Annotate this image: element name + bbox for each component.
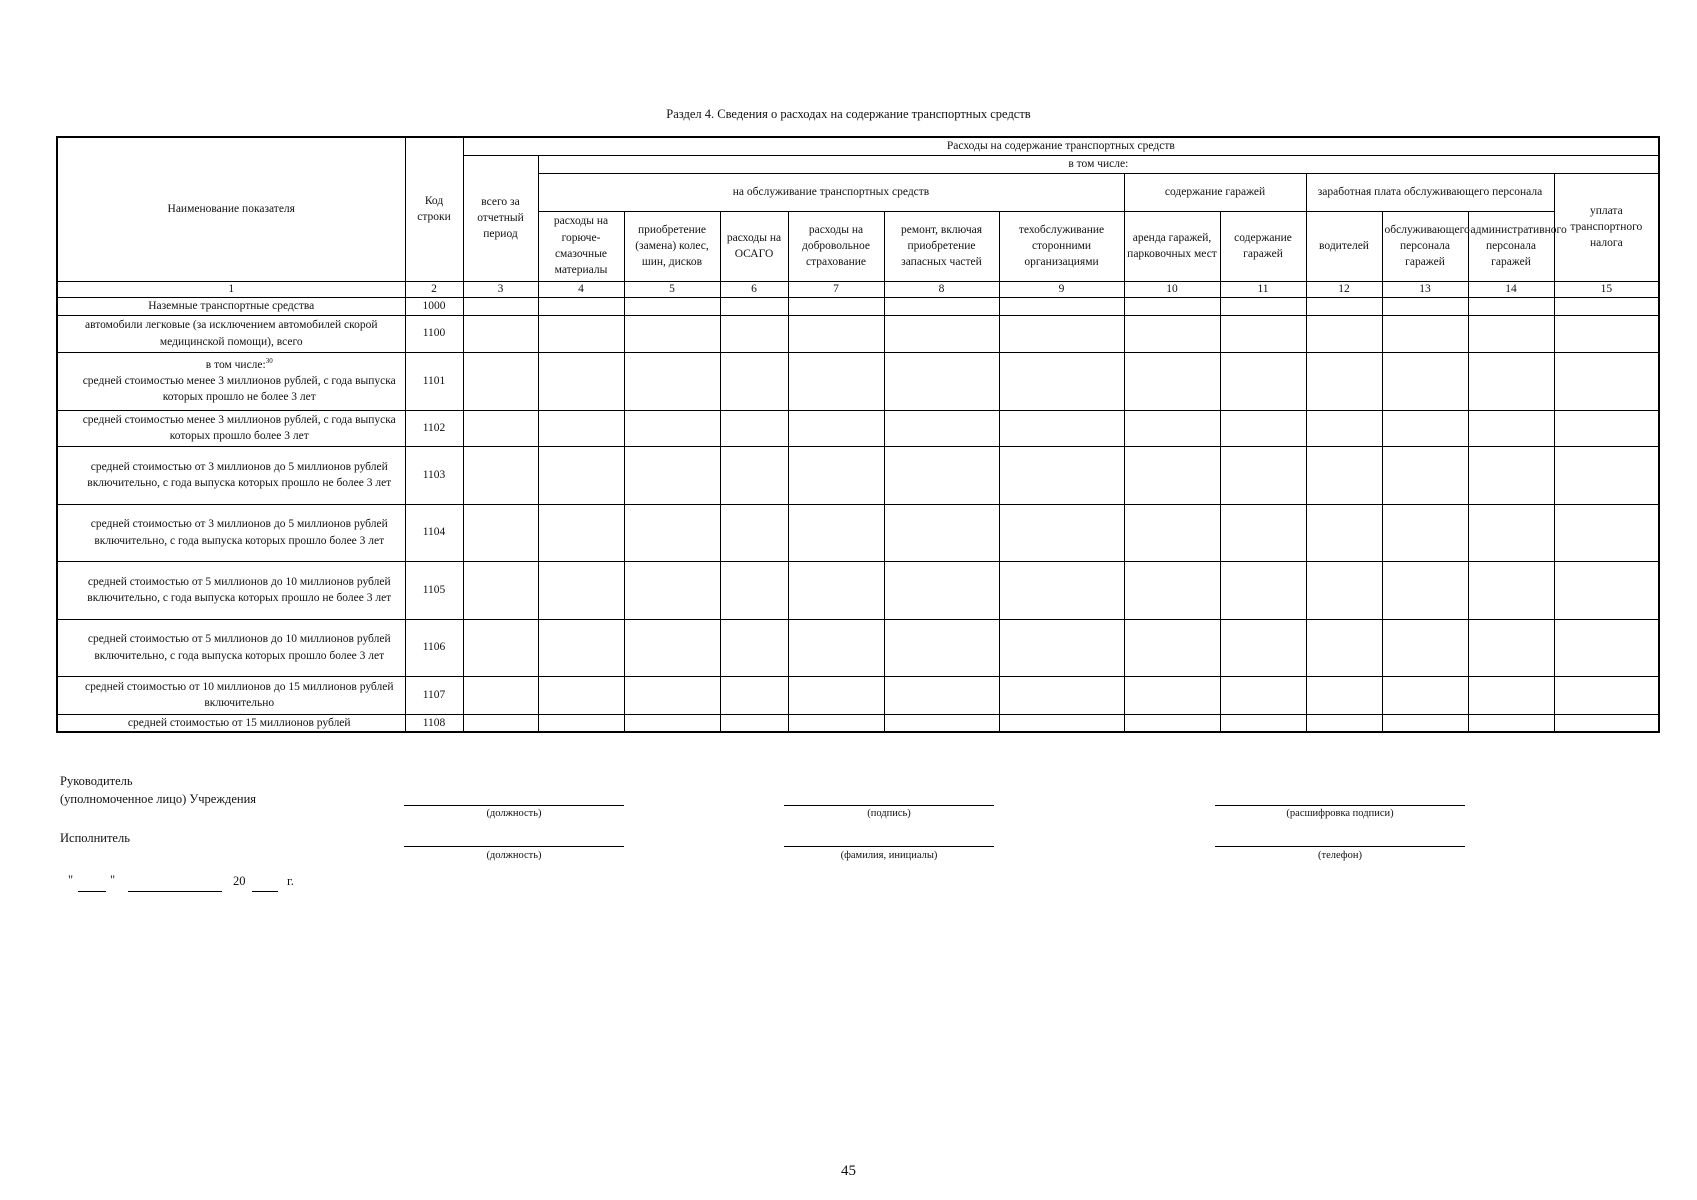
cell-input[interactable] [999, 561, 1124, 619]
cell-input[interactable] [1220, 352, 1306, 410]
row-code: 1100 [405, 315, 463, 352]
cell-input[interactable] [884, 619, 999, 676]
table-row [57, 714, 1659, 732]
cell-input[interactable] [1468, 504, 1554, 561]
table-row [57, 504, 1659, 561]
cell-input[interactable] [1382, 446, 1468, 504]
cell-input[interactable] [1124, 619, 1220, 676]
cell-input[interactable] [624, 619, 720, 676]
cell-input[interactable] [720, 352, 788, 410]
cell-input[interactable] [1554, 315, 1659, 352]
transport-expenses-table [56, 136, 1660, 733]
cell-input[interactable] [1220, 619, 1306, 676]
date-quote-open: " [68, 873, 74, 887]
executor-name-caption: (фамилия, инициалы) [840, 850, 938, 861]
cell-input[interactable] [884, 714, 999, 732]
cell-input[interactable] [1306, 561, 1382, 619]
cell-input[interactable] [1554, 352, 1659, 410]
cell-input[interactable] [788, 561, 884, 619]
cell-input[interactable] [1468, 352, 1554, 410]
executor-phone-caption: (телефон) [1318, 850, 1362, 861]
header-col-8: ремонт, включая приобретение запасных частей [884, 211, 999, 281]
header-total: всего за отчетный период [463, 155, 538, 281]
row-name: средней стоимостью от 5 миллионов до 10 миллионов рублей включительно, с года выпуска которых прошло не более 3 лет [57, 561, 405, 619]
cell-input[interactable] [624, 714, 720, 732]
col-number: 7 [788, 281, 884, 297]
head-label: Руководитель [60, 774, 133, 788]
cell-input[interactable] [538, 352, 624, 410]
table-row [57, 352, 1659, 410]
cell-input[interactable] [1220, 504, 1306, 561]
cell-input[interactable] [463, 619, 538, 676]
cell-input[interactable] [538, 315, 624, 352]
cell-input[interactable] [884, 297, 999, 315]
date-quote-close: " [110, 873, 116, 887]
cell-input[interactable] [463, 446, 538, 504]
cell-input[interactable] [788, 446, 884, 504]
cell-input[interactable] [463, 297, 538, 315]
cell-input[interactable] [538, 446, 624, 504]
table-row [57, 561, 1659, 619]
cell-input[interactable] [1124, 714, 1220, 732]
header-tax: уплата транспортного налога [1554, 173, 1659, 281]
cell-input[interactable] [1306, 315, 1382, 352]
header-col-12: водителей [1306, 211, 1382, 281]
cell-input[interactable] [1220, 297, 1306, 315]
cell-input[interactable] [720, 619, 788, 676]
cell-input[interactable] [720, 410, 788, 446]
cell-input[interactable] [788, 714, 884, 732]
cell-input[interactable] [788, 676, 884, 714]
date-year-suffix: г. [287, 874, 294, 888]
cell-input[interactable] [463, 676, 538, 714]
col-number: 11 [1220, 281, 1306, 297]
head-authorized-label: (уполномоченное лицо) Учреждения [60, 792, 257, 806]
cell-input[interactable] [1382, 619, 1468, 676]
cell-input[interactable] [788, 297, 884, 315]
cell-input[interactable] [1554, 714, 1659, 732]
cell-input[interactable] [1554, 561, 1659, 619]
date-month-line[interactable] [128, 891, 222, 892]
cell-input[interactable] [1306, 446, 1382, 504]
cell-input[interactable] [463, 315, 538, 352]
cell-input[interactable] [1468, 714, 1554, 732]
row-code: 1104 [405, 504, 463, 561]
cell-input[interactable] [884, 561, 999, 619]
cell-input[interactable] [999, 676, 1124, 714]
cell-input[interactable] [999, 352, 1124, 410]
header-col-13: обслуживающего персонала гаражей [1382, 211, 1468, 281]
cell-input[interactable] [1468, 315, 1554, 352]
cell-input[interactable] [999, 297, 1124, 315]
cell-input[interactable] [1382, 410, 1468, 446]
cell-input[interactable] [999, 714, 1124, 732]
executor-name-line[interactable] [784, 846, 994, 847]
cell-input[interactable] [1382, 714, 1468, 732]
row-code: 1107 [405, 676, 463, 714]
cell-input[interactable] [1382, 315, 1468, 352]
cell-input[interactable] [1468, 410, 1554, 446]
cell-input[interactable] [1220, 446, 1306, 504]
cell-input[interactable] [884, 504, 999, 561]
table-row [57, 676, 1659, 714]
cell-input[interactable] [720, 297, 788, 315]
row-name: средней стоимостью менее 3 миллионов рублей, с года выпуска которых прошло более 3 лет [57, 410, 405, 446]
cell-input[interactable] [1124, 297, 1220, 315]
header-col-11: содержание гаражей [1220, 211, 1306, 281]
cell-input[interactable] [538, 297, 624, 315]
cell-input[interactable] [1124, 352, 1220, 410]
cell-input[interactable] [1220, 676, 1306, 714]
cell-input[interactable] [1554, 297, 1659, 315]
cell-input[interactable] [720, 561, 788, 619]
header-salary-group: заработная плата обслуживающего персонала [1306, 173, 1554, 211]
position-line[interactable] [404, 805, 624, 806]
header-service-group: на обслуживание транспортных средств [538, 173, 1124, 211]
cell-input[interactable] [999, 315, 1124, 352]
cell-input[interactable] [1306, 619, 1382, 676]
header-name: Наименование показателя [57, 137, 405, 281]
col-number: 8 [884, 281, 999, 297]
header-code: Код строки [405, 137, 463, 281]
cell-input[interactable] [1554, 504, 1659, 561]
cell-input[interactable] [463, 352, 538, 410]
cell-input[interactable] [624, 410, 720, 446]
header-col-10: аренда гаражей, парковочных мест [1124, 211, 1220, 281]
including-label: в том числе: [205, 358, 266, 371]
header-col-9: техобслуживание сторонними организациями [999, 211, 1124, 281]
cell-input[interactable] [788, 619, 884, 676]
cell-input[interactable] [788, 504, 884, 561]
cell-input[interactable] [1306, 714, 1382, 732]
cell-input[interactable] [538, 714, 624, 732]
cell-input[interactable] [538, 676, 624, 714]
table-row [57, 446, 1659, 504]
signature-decoding-caption: (расшифровка подписи) [1286, 808, 1394, 819]
col-number: 13 [1382, 281, 1468, 297]
cell-input[interactable] [1124, 561, 1220, 619]
cell-input[interactable] [538, 504, 624, 561]
row-name: Наземные транспортные средства [57, 297, 405, 315]
cell-input[interactable] [1306, 504, 1382, 561]
cell-input[interactable] [1382, 297, 1468, 315]
cell-input[interactable] [1306, 410, 1382, 446]
cell-input[interactable] [624, 504, 720, 561]
cell-input[interactable] [788, 352, 884, 410]
header-col-4: расходы на горюче-смазочные материалы [538, 211, 624, 281]
cell-input[interactable] [1124, 446, 1220, 504]
header-including: в том числе: [538, 155, 1659, 173]
cell-input[interactable] [463, 714, 538, 732]
cell-input[interactable] [1124, 410, 1220, 446]
col-number: 6 [720, 281, 788, 297]
cell-input[interactable] [884, 446, 999, 504]
table-row [57, 410, 1659, 446]
row-code: 1102 [405, 410, 463, 446]
cell-input[interactable] [1554, 410, 1659, 446]
row-name: средней стоимостью от 5 миллионов до 10 миллионов рублей включительно, с года выпуска которых прошло более 3 лет [57, 619, 405, 676]
table-row [57, 297, 1659, 315]
cell-input[interactable] [1306, 676, 1382, 714]
cell-input[interactable] [624, 315, 720, 352]
cell-input[interactable] [1554, 619, 1659, 676]
cell-input[interactable] [1382, 561, 1468, 619]
row-name: автомобили легковые (за исключением автомобилей скорой медицинской помощи), всего [57, 315, 405, 352]
cell-input[interactable] [788, 410, 884, 446]
row-code: 1103 [405, 446, 463, 504]
cell-input[interactable] [1306, 297, 1382, 315]
cell-input[interactable] [1124, 504, 1220, 561]
cell-input[interactable] [1220, 714, 1306, 732]
cell-input[interactable] [884, 676, 999, 714]
cell-input[interactable] [1382, 352, 1468, 410]
cell-input[interactable] [1382, 676, 1468, 714]
row-code: 1101 [405, 352, 463, 410]
cell-input[interactable] [538, 410, 624, 446]
table-row [57, 619, 1659, 676]
cell-input[interactable] [1468, 676, 1554, 714]
cell-input[interactable] [1124, 676, 1220, 714]
cell-input[interactable] [788, 315, 884, 352]
executor-label: Исполнитель [60, 831, 130, 845]
footnote-mark: 30 [265, 356, 273, 365]
row-code: 1105 [405, 561, 463, 619]
row-name [57, 352, 405, 410]
cell-input[interactable] [1468, 561, 1554, 619]
cell-input[interactable] [624, 297, 720, 315]
cell-input[interactable] [999, 410, 1124, 446]
row-code: 1106 [405, 619, 463, 676]
table-row [57, 315, 1659, 352]
cell-input[interactable] [624, 446, 720, 504]
header-expenses-group: Расходы на содержание транспортных средств [463, 137, 1659, 155]
cell-input[interactable] [1382, 504, 1468, 561]
cell-input[interactable] [999, 504, 1124, 561]
row-name: средней стоимостью от 10 миллионов до 15 миллионов рублей включительно [57, 676, 405, 714]
header-col-7: расходы на добровольное страхование [788, 211, 884, 281]
cell-input[interactable] [720, 676, 788, 714]
cell-input[interactable] [1554, 676, 1659, 714]
col-number: 12 [1306, 281, 1382, 297]
cell-input[interactable] [884, 410, 999, 446]
cell-input[interactable] [999, 446, 1124, 504]
signature-caption: (подпись) [867, 808, 911, 819]
col-number: 3 [463, 281, 538, 297]
cell-input[interactable] [463, 561, 538, 619]
signature-line[interactable] [784, 805, 994, 806]
date-day-line[interactable] [78, 891, 106, 892]
col-number: 10 [1124, 281, 1220, 297]
cell-input[interactable] [1220, 315, 1306, 352]
cell-input[interactable] [1306, 352, 1382, 410]
col-number: 2 [405, 281, 463, 297]
col-number: 5 [624, 281, 720, 297]
cell-input[interactable] [720, 446, 788, 504]
cell-input[interactable] [1124, 315, 1220, 352]
cell-input[interactable] [463, 504, 538, 561]
cell-input[interactable] [538, 619, 624, 676]
row-code: 1108 [405, 714, 463, 732]
col-number: 14 [1468, 281, 1554, 297]
cell-input[interactable] [463, 410, 538, 446]
column-numbers-row [57, 281, 1659, 297]
header-col-5: приобретение (замена) колес, шин, дисков [624, 211, 720, 281]
cell-input[interactable] [624, 561, 720, 619]
executor-position-caption: (должность) [486, 850, 542, 861]
executor-position-line[interactable] [404, 846, 624, 847]
cell-input[interactable] [538, 561, 624, 619]
cell-input[interactable] [884, 352, 999, 410]
cell-input[interactable] [720, 714, 788, 732]
header-col-6: расходы на ОСАГО [720, 211, 788, 281]
col-number: 15 [1554, 281, 1659, 297]
cell-input[interactable] [1220, 410, 1306, 446]
cell-input[interactable] [1220, 561, 1306, 619]
header-col-14: административного персонала гаражей [1468, 211, 1554, 281]
cell-input[interactable] [624, 676, 720, 714]
cell-input[interactable] [1468, 446, 1554, 504]
row-name-text: средней стоимостью менее 3 миллионов рублей, с года выпуска которых прошло не более 3 лет [82, 374, 396, 404]
cell-input[interactable] [884, 315, 999, 352]
col-number: 4 [538, 281, 624, 297]
row-name: средней стоимостью от 3 миллионов до 5 миллионов рублей включительно, с года выпуска которых прошло не более 3 лет [57, 446, 405, 504]
col-number: 9 [999, 281, 1124, 297]
col-number: 1 [57, 281, 405, 297]
position-caption: (должность) [486, 808, 542, 819]
cell-input[interactable] [1468, 297, 1554, 315]
cell-input[interactable] [720, 504, 788, 561]
cell-input[interactable] [1468, 619, 1554, 676]
date-year-line[interactable] [252, 891, 278, 892]
row-code: 1000 [405, 297, 463, 315]
executor-phone-line[interactable] [1215, 846, 1465, 847]
cell-input[interactable] [720, 315, 788, 352]
signature-decoding-line[interactable] [1215, 805, 1465, 806]
row-name: средней стоимостью от 3 миллионов до 5 миллионов рублей включительно, с года выпуска которых прошло более 3 лет [57, 504, 405, 561]
header-garage-group: содержание гаражей [1124, 173, 1306, 211]
section-title: Раздел 4. Сведения о расходах на содержание транспортных средств [666, 107, 1031, 121]
cell-input[interactable] [999, 619, 1124, 676]
row-name: средней стоимостью от 15 миллионов рублей [57, 714, 405, 732]
date-year-prefix: 20 [233, 874, 246, 888]
cell-input[interactable] [1554, 446, 1659, 504]
cell-input[interactable] [624, 352, 720, 410]
page-number: 45 [841, 1163, 856, 1179]
